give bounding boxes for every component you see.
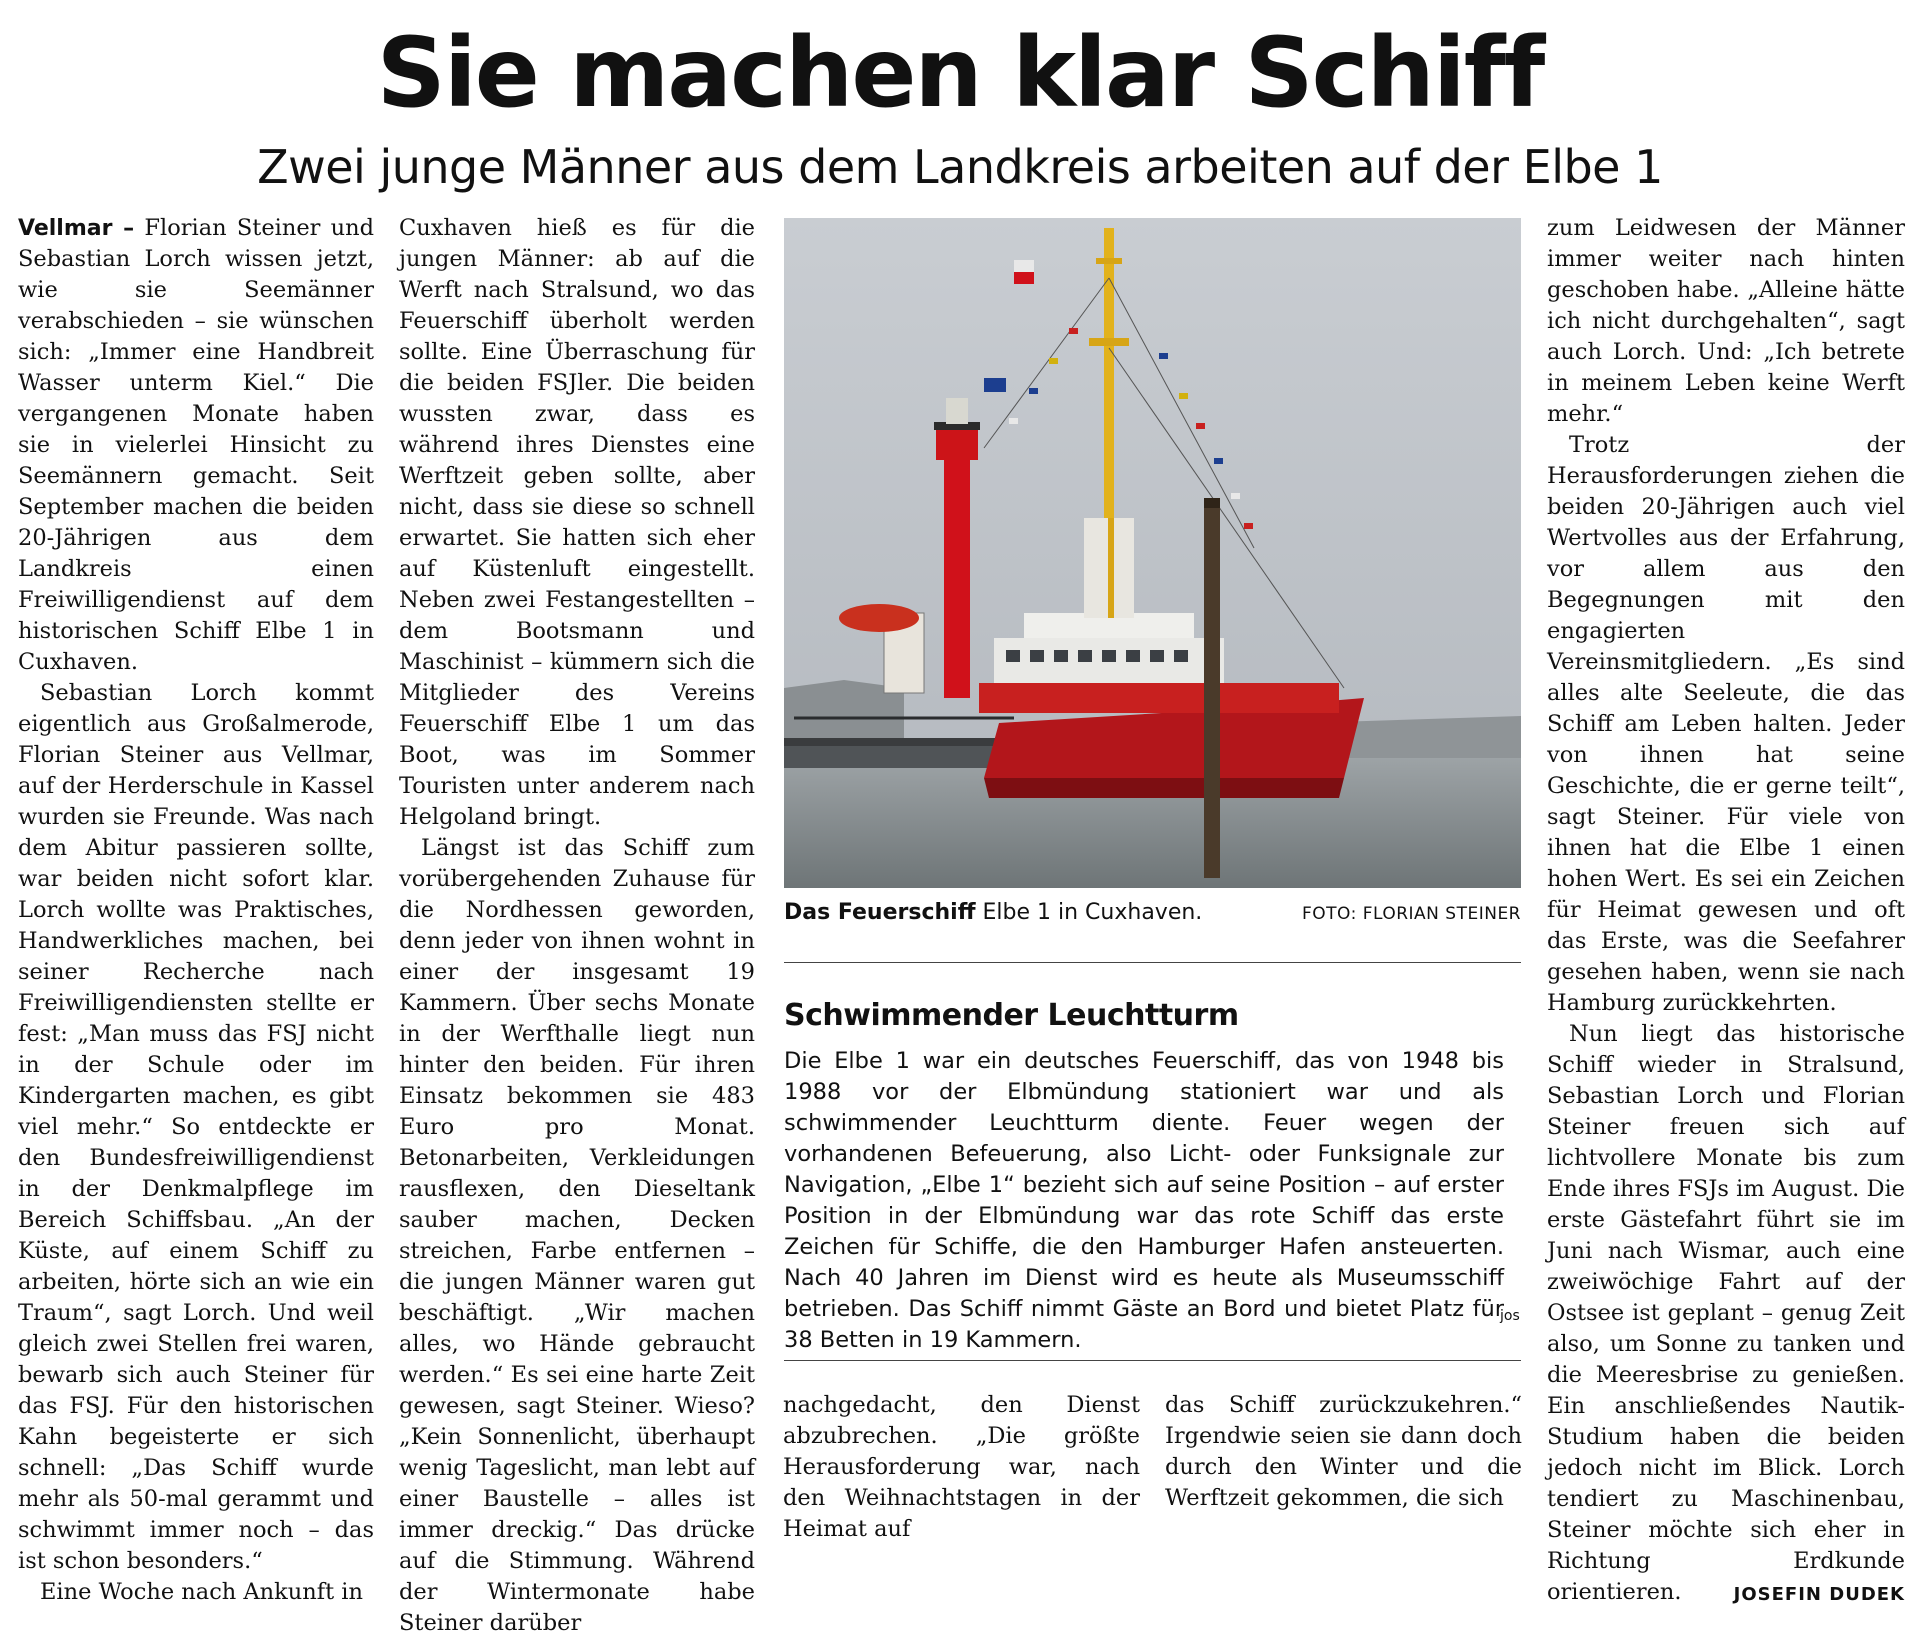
article-column-3b — [1165, 1390, 1522, 1518]
paragraph-3: Eine Woche nach Ankunft in — [40, 1579, 363, 1605]
sidebar-author-initials: jos — [1500, 1308, 1520, 1324]
article-author: JOSEFIN DUDEK — [1733, 1584, 1905, 1605]
photo-credit: FOTO: FLORIAN STEINER — [1301, 904, 1521, 924]
sidebar-top-rule — [784, 962, 1521, 963]
paragraph-2: Längst ist das Schiff zum vorübergehenden Zuhause für die Nordhessen geworden, denn jeder von ihnen wohnt in einer der insgesamt 19 Kammern. Über sechs Monate in der Werfthalle liegt nun hinter den beiden. Für ihren Einsatz bekommen sie 483 Euro pro Monat. Betonarbeiten, Verkleidungen rausflexen, den Dieseltank sauber machen, Decken streichen, Farbe entfernen – die jungen Männer waren gut beschäftigt. „Wir machen alles, wo Hände gebraucht werden.“ Es sei eine harte Zeit gewesen, sagt Steiner. Wieso? „Kein Sonnenlicht, überhaupt wenig Tageslicht, man lebt auf einer Baustelle – alles ist immer dreckig.“ Das drücke auf die Stimmung. Während der Wintermonate habe Steiner darüber — [399, 835, 755, 1636]
article-column-4 — [1547, 213, 1905, 1605]
sidebar-text: Die Elbe 1 war ein deutsches Feuerschiff, das von 1948 bis 1988 vor der Elbmündung stationiert war und als schwimmender Leuchtturm diente. Feuer wegen der vorhandenen Befeuerung, also Licht- oder Funksignale zur Navigation, „Elbe 1“ bezieht sich auf seine Position – auf erster Position in der Elbmündung war das rote Schiff das erste Zeichen für Schiffe, die den Hamburger Hafen ansteuerten. Nach 40 Jahren im Dienst wird es heute als Museumsschiff betrieben. Das Schiff nimmt Gäste an Bord und bietet Platz für 38 Betten in 19 Kammern. — [784, 1048, 1504, 1353]
paragraph-1: Cuxhaven hieß es für die jungen Männer: ab auf die Werft nach Stralsund, wo das Feuerschiff überholt werden sollte. Eine Überraschung für die beiden FSJler. Die beiden wussten zwar, dass es während ihres Dienstes eine Werftzeit geben sollte, aber nicht, dass sie diese so schnell erwartet. Sie hatten sich eher auf Küstenluft eingestellt. Neben zwei Festangestellten – dem Bootsmann und Maschinist – kümmern sich die Mitglieder des Vereins Feuerschiff Elbe 1 um das Boot, was im Sommer Touristen unter anderem nach Helgoland bringt. — [399, 215, 755, 830]
ship-photo-illustration — [784, 218, 1521, 888]
article-subhead: Zwei junge Männer aus dem Landkreis arbeiten auf der Elbe 1 — [257, 140, 1663, 194]
article-column-2 — [399, 213, 755, 1636]
article-column-3 — [783, 1390, 1140, 1542]
paragraph-1 — [18, 213, 374, 678]
dateline: Vellmar – — [18, 216, 135, 241]
photo-caption-text: Elbe 1 in Cuxhaven. — [975, 900, 1203, 925]
paragraph-text: Florian Steiner und Sebastian Lorch wissen jetzt, wie sie Seemänner verabschieden – sie wünschen sich: „Immer eine Handbreit Wasser unterm Kiel.“ Die vergangenen Monate haben sie in vielerlei Hinsicht zu Seemännern gemacht. Seit September machen die beiden 20-Jährigen aus dem Landkreis einen Freiwilligendienst auf dem historischen Schiff Elbe 1 in Cuxhaven. — [18, 215, 374, 675]
paragraph-1: zum Leidwesen der Männer immer weiter nach hinten geschoben habe. „Alleine hätte ich nicht durchgehalten“, sagt auch Lorch. Und: „Ich betrete in meinem Leben keine Werft mehr.“ — [1547, 215, 1905, 427]
paragraph-2: Trotz der Herausforderungen ziehen die beiden 20-Jährigen auch viel Wertvolles aus der Erfahrung, vor allem aus den Begegnungen mit den engagierten Vereinsmitgliedern. „Es sind alles alte Seeleute, die das Schiff am Leben halten. Jeder von ihnen hat seine Geschichte, die er gerne teilt“, sagt Steiner. Für viele von ihnen hat die Elbe 1 einen hohen Wert. Es sei ein Zeichen für Heimat gewesen und oft das Erste, was die Seefahrer gesehen haben, wenn sie nach Hamburg zurückkehrten. — [1547, 432, 1905, 1016]
paragraph-text: Nun liegt das historische Schiff wieder in Stralsund, Sebastian Lorch und Florian Steiner freuen sich auf lichtvollere Monate bis zum Ende ihres FSJs im August. Die erste Gästefahrt führt sie im Juni nach Wismar, auch eine zweiwöchige Fahrt auf der Ostsee ist geplant – genug Zeit also, um Sonne zu tanken und die Meeresbrise zu genießen. Ein anschließendes Nautik-Studium haben die beiden jedoch nicht im Blick. Lorch tendiert zu Maschinenbau, Steiner möchte sich eher in Richtung Erdkunde orientieren. — [1547, 1021, 1905, 1605]
paragraph-1: das Schiff zurückzukehren.“ Irgendwie seien sie dann doch durch den Winter und die Werftzeit gekommen, die sich — [1165, 1392, 1522, 1511]
paragraph-2: Sebastian Lorch kommt eigentlich aus Großalmerode, Florian Steiner aus Vellmar, auf der Herderschule in Kassel wurden sie Freunde. Was nach dem Abitur passieren sollte, war beiden nicht sofort klar. Lorch wollte was Praktisches, Handwerkliches machen, bei seiner Recherche nach Freiwilligendiensten stellte er fest: „Man muss das FSJ nicht in der Schule oder im Kindergarten machen, es gibt viel mehr.“ So entdeckte er den Bundesfreiwilligendienst in der Denkmalpflege im Bereich Schiffsbau. „An der Küste, auf einem Schiff zu arbeiten, hörte sich an wie ein Traum“, sagt Lorch. Und weil gleich zwei Stellen frei waren, bewarb sich auch Steiner für das FSJ. Für den historischen Kahn begeisterte er sich schnell: „Das Schiff wurde mehr als 50-mal gerammt und schwimmt immer noch – das ist schon besonders.“ — [18, 680, 374, 1574]
sidebar-bottom-rule — [784, 1360, 1521, 1361]
sidebar-title: Schwimmender Leuchtturm — [784, 998, 1239, 1033]
ship-photo — [784, 218, 1521, 888]
paragraph-3 — [1547, 1019, 1905, 1608]
paragraph-1: nachgedacht, den Dienst abzubrechen. „Die größte Herausforderung war, nach den Weihnachtstagen in der Heimat auf — [783, 1392, 1140, 1542]
article-headline: Sie machen klar Schiff — [376, 17, 1544, 129]
photo-caption-lead: Das Feuerschiff — [784, 900, 976, 925]
article-column-1 — [18, 213, 374, 1605]
